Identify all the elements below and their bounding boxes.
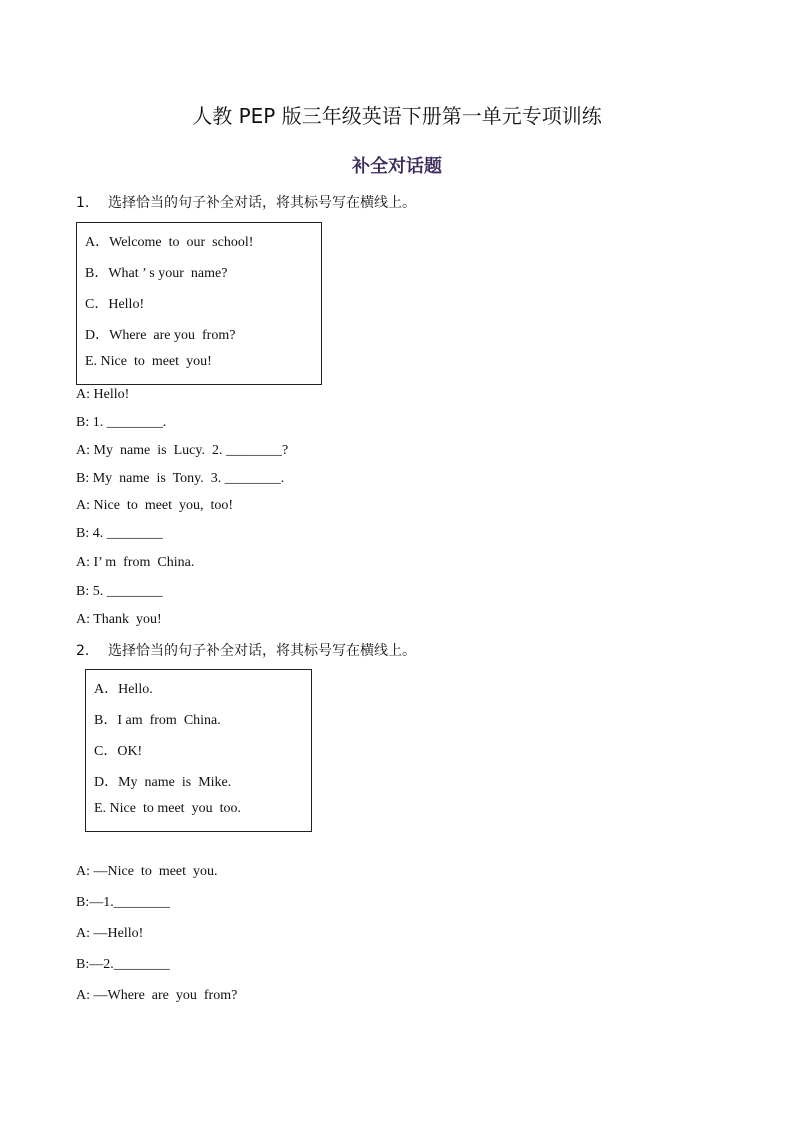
question-2-text: 选择恰当的句子补全对话，将其标号写在横线上。 [108,643,416,659]
q1-dialogue-line: B: 5. ________ [76,584,163,599]
question-1-text: 选择恰当的句子补全对话，将其标号写在横线上。 [108,195,416,211]
q2-dialogue-line: B:—1.________ [76,895,170,910]
q2-dialogue-line: A: —Hello! [76,926,144,941]
q1-dialogue-line: B: My name is Tony. 3. ________. [76,471,285,486]
q2-dialogue-line: A: —Where are you from? [76,988,238,1003]
q1-dialogue-line: A: Thank you! [76,612,162,627]
q1-option-c: C．Hello! [85,297,145,312]
page-title: 人教 PEP 版三年级英语下册第一单元专项训练 [192,104,602,128]
q1-dialogue-line: B: 4. ________ [76,526,163,541]
q2-option-a: A．Hello. [94,682,153,697]
question-2-number: 2. [76,643,90,659]
question-1-number: 1. [76,195,90,211]
section-subtitle: 补全对话题 [352,156,442,177]
q1-option-e: E. Nice to meet you! [85,354,212,369]
question-2-instruction [76,640,416,660]
q1-dialogue-line: A: My name is Lucy. 2. ________? [76,443,289,458]
q1-option-d: D．Where are you from? [85,328,236,343]
q1-dialogue-line: A: Hello! [76,387,130,402]
question-1-instruction [76,192,416,212]
q1-dialogue-line: A: Nice to meet you, too! [76,498,234,513]
q1-option-a: A．Welcome to our school! [85,235,254,250]
q2-option-c: C．OK! [94,744,143,759]
q2-option-b: B．I am from China. [94,713,221,728]
q2-dialogue-line: B:—2.________ [76,957,170,972]
question-2-options-box [85,669,312,832]
q2-option-d: D．My name is Mike. [94,775,232,790]
q1-dialogue-line: B: 1. ________. [76,415,167,430]
question-1-options-box [76,222,322,385]
q1-dialogue-line: A: I’ m from China. [76,555,195,570]
q2-option-e: E. Nice to meet you too. [94,801,241,816]
q2-dialogue-line: A: —Nice to meet you. [76,864,218,879]
q1-option-b: B．What ’ s your name? [85,266,228,281]
